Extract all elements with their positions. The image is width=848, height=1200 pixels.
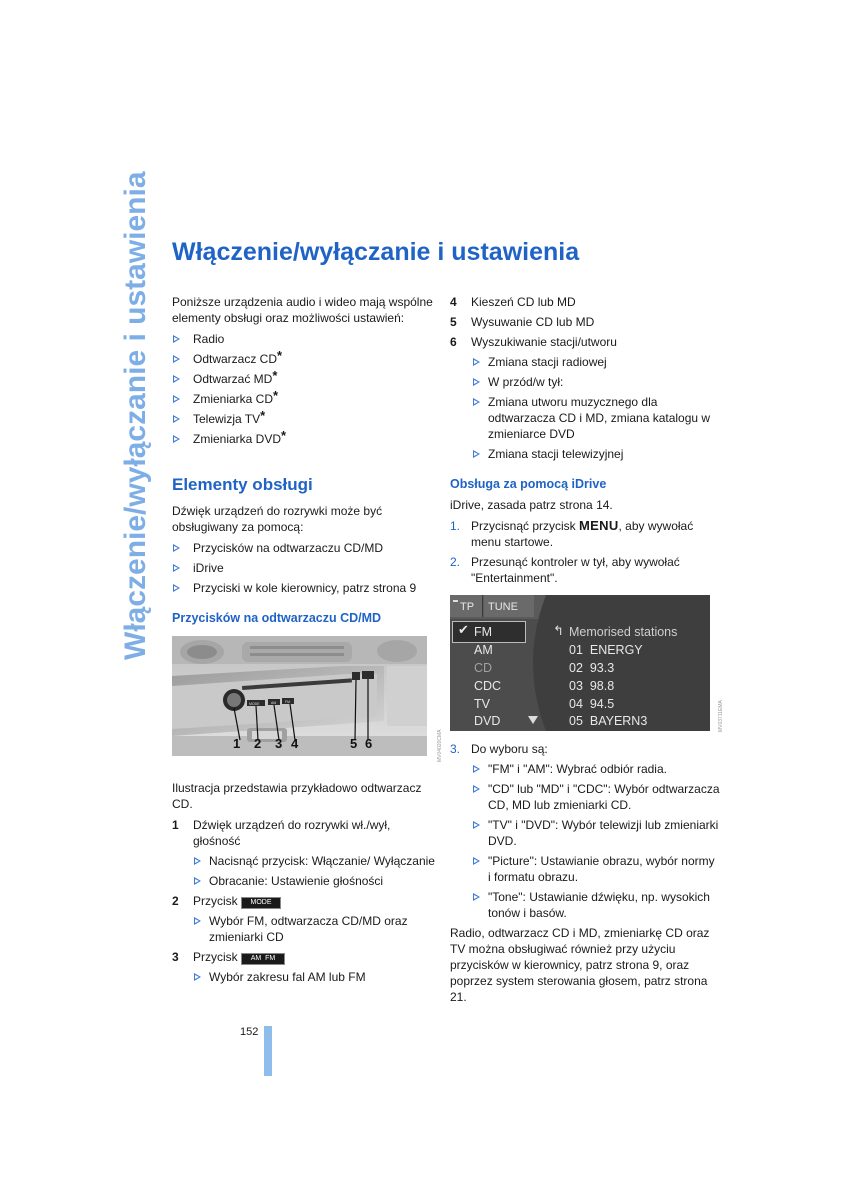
station-row[interactable]: 03 98.8: [569, 679, 615, 693]
idrive-step-3-sub: "Tone": Ustawianie dźwięku, np. wysokich tonów i basów.: [450, 889, 720, 921]
bullet-arrow-icon: [473, 785, 480, 793]
closing-text: Radio, odtwarzacz CD i MD, zmieniarkę CD oraz TV można obsługiwać również przy użyciu przycisków w kierownicy, patrz strona 9, oraz poprzez system sterowania głosem, patrz strona 21.: [450, 926, 710, 1004]
bullet-arrow-icon: [473, 857, 480, 865]
right-column-list: [450, 294, 720, 466]
station-row[interactable]: 01 ENERGY: [569, 643, 643, 657]
idrive-steps-bottom: [450, 741, 720, 1009]
device-item: Zmieniarka CD*: [172, 391, 437, 407]
idrive-step-3-sub: "Picture": Ustawianie obrazu, wybór normy i formatu obrazu.: [450, 853, 720, 885]
device-item: Radio: [172, 331, 437, 347]
device-item: Zmieniarka DVD*: [172, 431, 437, 447]
idrive-screen: [450, 595, 710, 731]
cd-item-1: 1 Dźwięk urządzeń do rozrywki wł./wył, głośność: [172, 818, 391, 848]
bullet-arrow-icon: [173, 335, 180, 343]
mode-button-badge: MODE: [241, 897, 281, 909]
cd-item-2: 2 Przycisk MODE: [172, 893, 437, 909]
photo-label: 5: [350, 736, 358, 751]
section-heading-cd: Przycisków na odtwarzaczu CD/MD: [172, 611, 382, 625]
bullet-arrow-icon: [194, 857, 201, 865]
cd-item-6-sub: Zmiana utworu muzycznego dla odtwarzacza CD i MD, zmiana katalogu w zmieniarce DVD: [450, 394, 720, 442]
page-title: Włączenie/wyłączanie i ustawienia: [172, 238, 580, 266]
bullet-arrow-icon: [173, 415, 180, 423]
cd-item-1-sub: Obracanie: Ustawienie głośności: [172, 873, 437, 889]
cd-item-3-sub: Wybór zakresu fal AM lub FM: [172, 969, 437, 985]
bullet-arrow-icon: [473, 821, 480, 829]
cd-player-illustration: [172, 636, 427, 756]
menu-item-dvd[interactable]: DVD: [474, 714, 501, 728]
photo-label: 3: [275, 736, 283, 751]
photo-label: 4: [291, 736, 299, 751]
device-item: Odtwarzacz CD*: [172, 351, 437, 367]
bullet-arrow-icon: [173, 375, 180, 383]
cd-item-2-sub: Wybór FM, odtwarzacza CD/MD oraz zmieniarki CD: [172, 913, 437, 945]
idrive-step-3-sub: "CD" lub "MD" i "CDC": Wybór odtwarzacza CD, MD lub zmieniarki CD.: [450, 781, 720, 813]
cd-item-1-sub: Nacisnąć przycisk: Włączanie/ Wyłączanie: [172, 853, 437, 869]
bullet-arrow-icon: [173, 544, 180, 552]
scroll-down-arrow-icon[interactable]: [528, 716, 538, 724]
idrive-step-2: 2. Przesunąć kontroler w tył, aby wywołać "Entertainment".: [450, 555, 680, 585]
page-marker-bar: [264, 1026, 272, 1076]
station-row[interactable]: 04 94.5: [569, 697, 615, 711]
bullet-arrow-icon: [473, 378, 480, 386]
tab-tune[interactable]: TUNE: [484, 595, 534, 617]
menu-item-am[interactable]: AM: [474, 643, 493, 657]
idrive-step-3-sub: "FM" i "AM": Wybrać odbiór radia.: [450, 761, 720, 777]
cd-item-4: 4 Kieszeń CD lub MD: [450, 295, 576, 309]
idrive-text: iDrive, zasada patrz strona 14.: [450, 498, 613, 512]
cd-item-3: 3 Przycisk AM FM: [172, 949, 437, 965]
bullet-arrow-icon: [194, 877, 201, 885]
idrive-step-3: 3. Do wyboru są:: [450, 742, 548, 756]
bullet-arrow-icon: [173, 435, 180, 443]
station-row[interactable]: 02 93.3: [569, 661, 615, 675]
photo-button-text: FM: [285, 700, 291, 704]
screen-credit: MV03711EMA: [718, 700, 724, 732]
photo-credit: MV04020CMA: [437, 729, 443, 762]
device-item: Odtwarzać MD*: [172, 371, 437, 387]
photo-caption: Ilustracja przedstawia przykładowo odtwarzacz CD.: [172, 781, 422, 811]
check-icon: ✔: [458, 622, 469, 637]
cd-item-6-sub: W przód/w tył:: [450, 374, 720, 390]
left-column-intro: [172, 294, 437, 451]
memorised-stations-header: Memorised stations: [569, 625, 678, 639]
device-item: Telewizja TV*: [172, 411, 437, 427]
am-fm-button-badge: AM FM: [241, 953, 285, 965]
control-item: Przyciski w kole kierownicy, patrz strona 9: [172, 580, 437, 596]
menu-item-fm[interactable]: ✔ FM: [452, 621, 526, 643]
intro-text: Poniższe urządzenia audio i wideo mają wspólne elementy obsługi oraz możliwości ustawień:: [172, 295, 433, 325]
bullet-arrow-icon: [173, 355, 180, 363]
bullet-arrow-icon: [173, 584, 180, 592]
idrive-steps-top: [450, 497, 720, 590]
cd-item-5: 5 Wysuwanie CD lub MD: [450, 315, 595, 329]
control-item: Przycisków na odtwarzaczu CD/MD: [172, 540, 437, 556]
idrive-step-1: 1. Przycisnąć przycisk MENU, aby wywołać menu startowe.: [450, 518, 694, 549]
controls-text: Dźwięk urządzeń do rozrywki może być obsługiwany za pomocą:: [172, 504, 383, 534]
cd-item-6: 6 Wyszukiwanie stacji/utworu: [450, 335, 617, 349]
control-item: iDrive: [172, 560, 437, 576]
page-number: 152: [240, 1026, 259, 1038]
bullet-arrow-icon: [194, 973, 201, 981]
bullet-arrow-icon: [473, 765, 480, 773]
photo-label: 2: [254, 736, 262, 751]
bullet-arrow-icon: [473, 398, 480, 406]
station-row[interactable]: 05 BAYERN3: [569, 714, 648, 728]
tab-tp[interactable]: TP: [450, 595, 483, 617]
back-arrow-icon[interactable]: ↰: [553, 623, 564, 638]
bullet-arrow-icon: [473, 358, 480, 366]
section-heading-idrive: Obsługa za pomocą iDrive: [450, 477, 607, 491]
menu-item-cd[interactable]: CD: [474, 661, 493, 675]
section-heading-controls: Elementy obsługi: [172, 475, 313, 494]
idrive-step-3-sub: "TV" i "DVD": Wybór telewizji lub zmieniarki DVD.: [450, 817, 720, 849]
menu-item-cdc[interactable]: CDC: [474, 679, 502, 693]
menu-key-label: MENU: [579, 518, 619, 533]
side-title: Włączenie/wyłączanie i ustawienia: [119, 171, 152, 660]
photo-button-text: MODE: [249, 702, 260, 706]
photo-button-text: AM: [271, 701, 277, 705]
cd-section: [172, 780, 437, 989]
controls-section: [172, 503, 437, 600]
bullet-arrow-icon: [473, 450, 480, 458]
photo-label: 6: [365, 736, 373, 751]
bullet-arrow-icon: [473, 893, 480, 901]
cd-player-photo: [172, 636, 427, 756]
bullet-arrow-icon: [194, 917, 201, 925]
menu-item-tv[interactable]: TV: [474, 697, 490, 711]
bullet-arrow-icon: [173, 395, 180, 403]
cd-item-6-sub: Zmiana stacji radiowej: [450, 354, 720, 370]
photo-label: 1: [233, 736, 241, 751]
bullet-arrow-icon: [173, 564, 180, 572]
cd-item-6-sub: Zmiana stacji telewizyjnej: [450, 446, 720, 462]
